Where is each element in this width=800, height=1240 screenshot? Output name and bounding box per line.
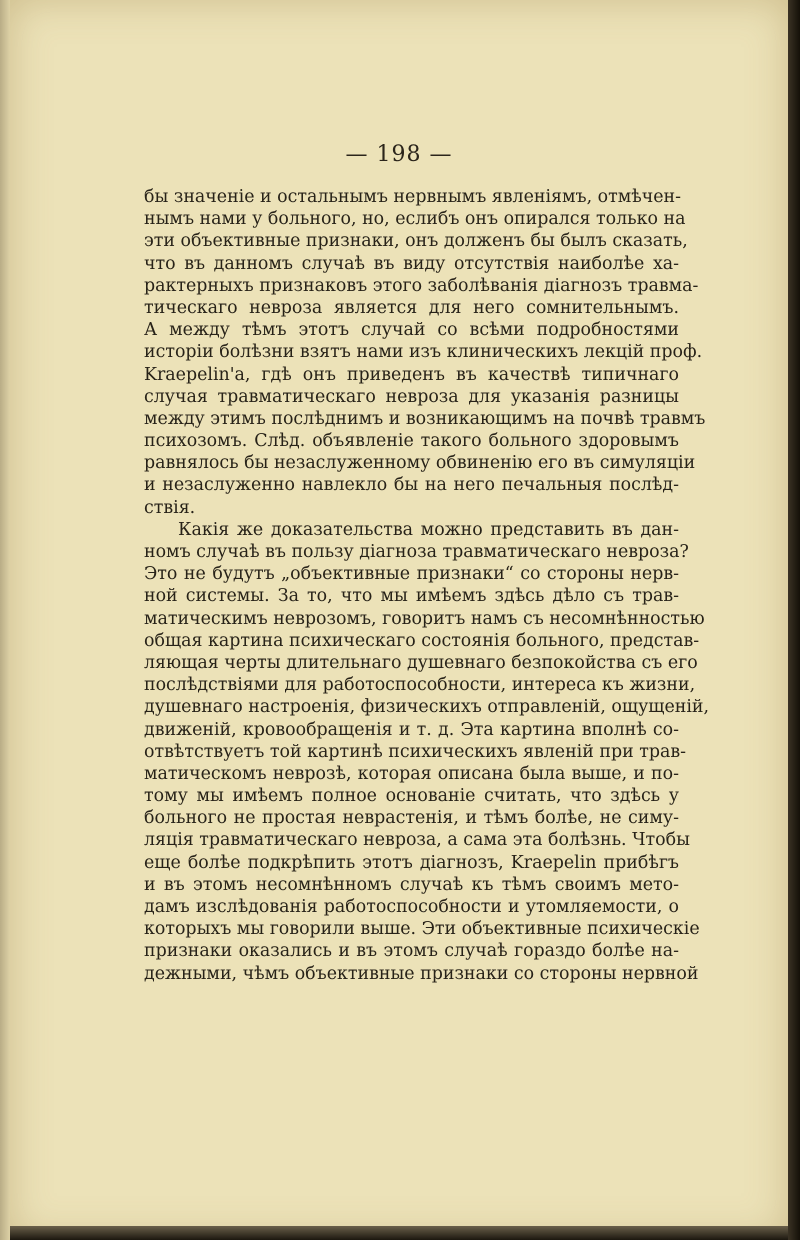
text-line: тическаго невроза является для него сомнительнымъ. [144,297,679,318]
text-line: бы значеніе и остальнымъ нервнымъ явленіямъ, отмѣчен- [144,187,682,207]
text-line: нымъ нами у больного, но, еслибъ онъ опирался только на [144,209,686,230]
paragraph-2 [144,519,710,985]
body-text [144,186,710,985]
text-line: матическомъ неврозѣ, которая описана была выше, и по- [144,763,679,784]
text-line: еще болѣе подкрѣпить этотъ діагнозъ, Kraepelin прибѣгъ [144,852,679,873]
text-line: рактерныхъ признаковъ этого заболѣванія діагнозъ травма- [144,275,699,296]
text-line: дамъ изслѣдованія работоспособности и утомляемости, о [144,897,679,917]
text-line: признаки оказались и въ этомъ случаѣ гораздо болѣе на- [144,941,679,962]
text-line: и въ этомъ несомнѣнномъ случаѣ къ тѣмъ своимъ мето- [144,874,679,895]
text-line: А между тѣмъ этотъ случай со всѣми подробностями [144,320,679,341]
text-line: Это не будутъ „объективные признаки“ со стороны нерв- [144,564,679,585]
text-line: ляція травматическаго невроза, а сама эта болѣзнь. Чтобы [144,830,690,851]
text-line: номъ случаѣ въ пользу діагноза травматическаго невроза? [144,542,689,562]
text-line: тому мы имѣемъ полное основаніе считать, что здѣсь у [144,786,679,807]
text-line: общая картина психическаго состоянія больного, представ- [144,630,700,651]
text-line: послѣдствіями для работоспособности, интереса къ жизни, [144,675,696,696]
text-line: ляющая черты длительнаго душевнаго безпокойства съ его [144,652,698,673]
text-line: эти объективные признаки, онъ долженъ бы былъ сказать, [144,231,688,252]
text-line: Kraepelin'а, гдѣ онъ приведенъ въ качествѣ типичнаго [144,364,679,385]
page-left-edge [0,0,10,1240]
text-line: ной системы. За то, что мы имѣемъ здѣсь дѣло съ трав- [144,586,679,607]
paragraph-1 [144,186,706,519]
text-line: Какія же доказательства можно представить въ дан- [178,519,679,540]
text-line: случая травматическаго невроза для указанія разницы [144,386,679,407]
text-line: что въ данномъ случаѣ въ виду отсутствія наиболѣе ха- [144,253,679,274]
text-line: равнялось бы незаслуженному обвиненію его въ симуляціи [144,453,696,474]
book-page [10,0,788,1240]
text-line: дежными, чѣмъ объективные признаки со стороны нервной [144,963,699,984]
text-line: отвѣтствуетъ той картинѣ психическихъ явленій при трав- [144,741,686,762]
text-line: и незаслуженно навлекло бы на него печальныя послѣд- [144,475,679,496]
text-line: психозомъ. Слѣд. объявленіе такого больного здоровымъ [144,431,679,452]
text-line: душевнаго настроенія, физическихъ отправленій, ощущеній, [144,697,710,718]
page-number: — 198 — [345,142,453,167]
text-line: исторіи болѣзни взятъ нами изъ клиническихъ лекцій проф. [144,342,703,363]
page-bottom-edge [10,1226,788,1240]
text-line: больного не простая неврастенія, и тѣмъ болѣе, не симу- [144,808,679,829]
text-line: матическимъ неврозомъ, говоритъ намъ съ несомнѣнностью [144,608,705,629]
text-line: движеній, кровообращенія и т. д. Эта картина вполнѣ со- [144,719,679,740]
text-line: которыхъ мы говорили выше. Эти объективные психическіе [144,919,700,940]
page-right-edge [788,0,800,1240]
text-line: ствія. [144,497,196,518]
text-line: между этимъ послѣднимъ и возникающимъ на почвѣ травмъ [144,408,706,429]
